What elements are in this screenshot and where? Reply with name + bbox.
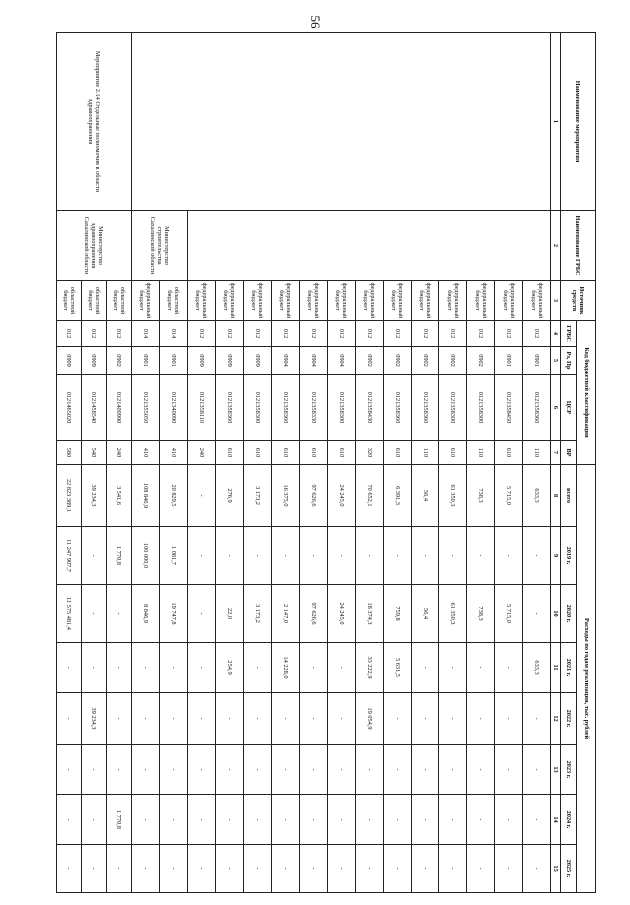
row-2025: - — [523, 845, 551, 893]
col-number: 9 — [551, 527, 560, 585]
row-source: областной бюджет — [57, 281, 82, 321]
row-2022: - — [439, 693, 467, 745]
row-total: 5 715,0 — [495, 465, 523, 527]
row-2024: - — [495, 795, 523, 845]
row-2024: - — [383, 795, 411, 845]
row-2019: - — [81, 527, 106, 585]
row-2025: - — [495, 845, 523, 893]
row-source: федеральный бюджет — [523, 281, 551, 321]
row-2020: 8 846,9 — [131, 585, 159, 643]
ministry-health-cell: Министерство здравоохранения Сахалинской области — [57, 211, 132, 281]
row-2022: - — [187, 693, 215, 745]
row-source: федеральный бюджет — [327, 281, 355, 321]
row-2020: 738,3 — [467, 585, 495, 643]
row-2019: - — [327, 527, 355, 585]
row-2021: 33 222,9 — [355, 643, 383, 693]
row-source: федеральный бюджет — [439, 281, 467, 321]
row-total: 108 846,9 — [131, 465, 159, 527]
row-2019: 1 081,7 — [159, 527, 187, 585]
col-number: 4 — [551, 321, 560, 347]
row-total: 6 391,3 — [383, 465, 411, 527]
row-2025: - — [439, 845, 467, 893]
row-2019: 1 770,8 — [106, 527, 131, 585]
row-2019: 11 247 907,7 — [57, 527, 82, 585]
row-rzpr: 0904 — [327, 347, 355, 375]
row-2024: - — [439, 795, 467, 845]
row-2020: 19 747,8 — [159, 585, 187, 643]
row-source: федеральный бюджет — [467, 281, 495, 321]
row-grbs: 012 — [439, 321, 467, 347]
row-2019: - — [215, 527, 243, 585]
row-csr: 0121358330 — [299, 375, 327, 441]
row-2025: - — [215, 845, 243, 893]
row-2020: 56,4 — [411, 585, 439, 643]
row-rzpr: 0901 — [523, 347, 551, 375]
row-2021: - — [299, 643, 327, 693]
row-total: 738,3 — [467, 465, 495, 527]
header-kbk: Код бюджетной классификации — [577, 321, 596, 465]
row-2025: - — [383, 845, 411, 893]
row-2020: 3 173,2 — [243, 585, 271, 643]
row-2025: - — [299, 845, 327, 893]
grbs-cell-continued — [187, 211, 551, 281]
row-2019: - — [187, 527, 215, 585]
row-2020: 24 245,0 — [327, 585, 355, 643]
row-2020: - — [523, 585, 551, 643]
row-total: 633,3 — [523, 465, 551, 527]
row-vr: 610 — [495, 441, 523, 465]
row-rzpr: 0904 — [299, 347, 327, 375]
row-grbs: 012 — [495, 321, 523, 347]
row-grbs: 012 — [383, 321, 411, 347]
row-2020: - — [106, 585, 131, 643]
row-2020: 11 575 481,4 — [57, 585, 82, 643]
row-csr: 0121358360 — [523, 375, 551, 441]
row-2025: - — [57, 845, 82, 893]
col-number: 5 — [551, 347, 560, 375]
row-total: 22 823 389,1 — [57, 465, 82, 527]
row-grbs: 012 — [215, 321, 243, 347]
row-2024: - — [215, 795, 243, 845]
row-csr: 0121358300 — [243, 375, 271, 441]
row-2024: - — [57, 795, 82, 845]
row-2023: - — [131, 745, 159, 795]
row-total: 3 541,6 — [106, 465, 131, 527]
row-2022: - — [57, 693, 82, 745]
col-number: 11 — [551, 643, 560, 693]
row-2024: - — [243, 795, 271, 845]
row-grbs: 012 — [467, 321, 495, 347]
row-csr: 0121358300 — [467, 375, 495, 441]
row-2021: - — [327, 643, 355, 693]
row-total: 3 173,2 — [243, 465, 271, 527]
row-2023: - — [187, 745, 215, 795]
row-grbs: 012 — [81, 321, 106, 347]
row-2023: - — [439, 745, 467, 795]
col-number: 15 — [551, 845, 560, 893]
row-source: федеральный бюджет — [215, 281, 243, 321]
col-number: 13 — [551, 745, 560, 795]
row-2025: - — [243, 845, 271, 893]
event-cell-continued — [131, 33, 551, 211]
row-vr: 110 — [411, 441, 439, 465]
row-2025: - — [327, 845, 355, 893]
header-expenses: Расходы по годам реализации, тыс. рублей — [577, 465, 596, 893]
row-vr: 320 — [355, 441, 383, 465]
row-source: федеральный бюджет — [299, 281, 327, 321]
row-2023: - — [81, 745, 106, 795]
row-2019: - — [355, 527, 383, 585]
col-number: 14 — [551, 795, 560, 845]
row-csr: 0121465020 — [57, 375, 82, 441]
row-rzpr: 0909 — [57, 347, 82, 375]
row-2021: - — [159, 643, 187, 693]
row-2022: - — [243, 693, 271, 745]
row-grbs: 012 — [355, 321, 383, 347]
row-grbs: 012 — [523, 321, 551, 347]
row-2019: - — [243, 527, 271, 585]
col-number: 3 — [551, 281, 560, 321]
row-source: федеральный бюджет — [271, 281, 299, 321]
row-2021: 633,3 — [523, 643, 551, 693]
row-2021: 5 631,5 — [383, 643, 411, 693]
row-vr: 610 — [299, 441, 327, 465]
row-vr: 410 — [159, 441, 187, 465]
col-number: 2 — [551, 211, 560, 281]
row-grbs: 014 — [131, 321, 159, 347]
row-grbs: 014 — [159, 321, 187, 347]
row-2022: - — [299, 693, 327, 745]
row-2023: - — [523, 745, 551, 795]
header-vr: ВР — [560, 441, 577, 465]
row-grbs: 012 — [187, 321, 215, 347]
row-vr: 580 — [57, 441, 82, 465]
row-total: 56,4 — [411, 465, 439, 527]
row-2025: - — [271, 845, 299, 893]
header-event: Наименование мероприятия — [560, 33, 595, 211]
header-year: 2021 г. — [560, 643, 577, 693]
row-2024: - — [467, 795, 495, 845]
row-2022: - — [327, 693, 355, 745]
col-number: 10 — [551, 585, 560, 643]
header-source: Источник средств — [560, 281, 595, 321]
row-total: 20 829,5 — [159, 465, 187, 527]
row-source: федеральный бюджет — [243, 281, 271, 321]
row-total: 61 350,3 — [439, 465, 467, 527]
row-2024: - — [159, 795, 187, 845]
row-2023: - — [159, 745, 187, 795]
row-2019: - — [495, 527, 523, 585]
col-number: 6 — [551, 375, 560, 441]
col-number: 7 — [551, 441, 560, 465]
row-2024: - — [81, 795, 106, 845]
row-rzpr: 0901 — [131, 347, 159, 375]
row-2023: - — [383, 745, 411, 795]
row-csr: 0121358430 — [355, 375, 383, 441]
row-2022: - — [215, 693, 243, 745]
row-2022: - — [411, 693, 439, 745]
row-source: федеральный бюджет — [355, 281, 383, 321]
row-vr: 610 — [327, 441, 355, 465]
row-2022: - — [523, 693, 551, 745]
header-csr: ЦСР — [560, 375, 577, 441]
row-csr: 0121358450 — [495, 375, 523, 441]
row-total: 16 375,0 — [271, 465, 299, 527]
row-source: федеральный бюджет — [495, 281, 523, 321]
header-year: 2020 г. — [560, 585, 577, 643]
col-number: 8 — [551, 465, 560, 527]
row-2023: - — [57, 745, 82, 795]
row-total: 39 234,3 — [81, 465, 106, 527]
row-2023: - — [299, 745, 327, 795]
row-2021: - — [243, 643, 271, 693]
header-year: 2024 г. — [560, 795, 577, 845]
row-csr: 0121355050 — [131, 375, 159, 441]
row-total: 24 245,0 — [327, 465, 355, 527]
row-2024: - — [299, 795, 327, 845]
row-vr: 110 — [523, 441, 551, 465]
row-2024: - — [355, 795, 383, 845]
row-2024: - — [187, 795, 215, 845]
row-2024: 1 770,8 — [106, 795, 131, 845]
row-2021: - — [131, 643, 159, 693]
row-total: 70 652,1 — [355, 465, 383, 527]
row-csr: 0121358300 — [327, 375, 355, 441]
row-2022: - — [495, 693, 523, 745]
col-number: 1 — [551, 33, 560, 211]
row-csr: 0121358360 — [411, 375, 439, 441]
row-vr: 610 — [215, 441, 243, 465]
row-grbs: 012 — [57, 321, 82, 347]
row-grbs: 012 — [327, 321, 355, 347]
header-grbs-code: ГРБС — [560, 321, 577, 347]
row-rzpr: 0902 — [411, 347, 439, 375]
row-vr: 610 — [243, 441, 271, 465]
row-2019: - — [271, 527, 299, 585]
row-rzpr: 0902 — [106, 347, 131, 375]
row-2022: 19 054,9 — [355, 693, 383, 745]
row-2025: - — [106, 845, 131, 893]
row-2019: - — [383, 527, 411, 585]
row-2022: - — [106, 693, 131, 745]
header-grbs-name: Наименование ГРБС — [560, 211, 595, 281]
row-2024: - — [327, 795, 355, 845]
budget-table — [56, 32, 596, 893]
row-2023: - — [467, 745, 495, 795]
row-rzpr: 0904 — [271, 347, 299, 375]
row-2023: - — [106, 745, 131, 795]
row-2019: 100 000,0 — [131, 527, 159, 585]
row-vr: 410 — [131, 441, 159, 465]
row-2020: 18 374,3 — [355, 585, 383, 643]
row-2021: - — [411, 643, 439, 693]
row-rzpr: 0902 — [383, 347, 411, 375]
row-2019: - — [299, 527, 327, 585]
row-2024: - — [131, 795, 159, 845]
row-2019: - — [439, 527, 467, 585]
row-2020: 2 147,0 — [271, 585, 299, 643]
row-2024: - — [411, 795, 439, 845]
row-vr: 240 — [187, 441, 215, 465]
page-number: 56 — [308, 15, 323, 29]
header-year: 2023 г. — [560, 745, 577, 795]
row-grbs: 012 — [411, 321, 439, 347]
row-csr: 0121358300 — [439, 375, 467, 441]
row-vr: 610 — [383, 441, 411, 465]
row-total: 276,9 — [215, 465, 243, 527]
row-rzpr: 0902 — [439, 347, 467, 375]
row-csr: 0121358360 — [271, 375, 299, 441]
header-year: 2022 г. — [560, 693, 577, 745]
header-year: 2025 г. — [560, 845, 577, 893]
row-2025: - — [355, 845, 383, 893]
row-total: - — [187, 465, 215, 527]
row-2023: - — [271, 745, 299, 795]
row-2020: 61 350,3 — [439, 585, 467, 643]
row-total: 97 626,6 — [299, 465, 327, 527]
row-2024: - — [271, 795, 299, 845]
row-2025: - — [159, 845, 187, 893]
row-2023: - — [495, 745, 523, 795]
row-2022: - — [383, 693, 411, 745]
row-csr: 0121358110 — [187, 375, 215, 441]
row-source: областной бюджет — [159, 281, 187, 321]
row-source: областной бюджет — [81, 281, 106, 321]
row-2019: - — [523, 527, 551, 585]
row-csr: 0121358360 — [215, 375, 243, 441]
row-source: федеральный бюджет — [411, 281, 439, 321]
row-csr: 0121340090 — [159, 375, 187, 441]
header-year: 2019 г. — [560, 527, 577, 585]
header-total: всего — [560, 465, 577, 527]
row-2021: - — [467, 643, 495, 693]
row-2025: - — [81, 845, 106, 893]
row-2025: - — [187, 845, 215, 893]
row-2023: - — [243, 745, 271, 795]
row-csr: 0121400990 — [106, 375, 131, 441]
row-rzpr: 0909 — [187, 347, 215, 375]
row-source: федеральный бюджет — [131, 281, 159, 321]
row-rzpr: 0902 — [467, 347, 495, 375]
row-2022: - — [131, 693, 159, 745]
row-2022: - — [159, 693, 187, 745]
row-2025: - — [467, 845, 495, 893]
row-2021: 14 228,0 — [271, 643, 299, 693]
row-2021: - — [495, 643, 523, 693]
row-grbs: 012 — [271, 321, 299, 347]
row-source: федеральный бюджет — [187, 281, 215, 321]
row-vr: 110 — [467, 441, 495, 465]
row-2020: 22,0 — [215, 585, 243, 643]
row-vr: 540 — [81, 441, 106, 465]
row-vr: 610 — [271, 441, 299, 465]
header-rzpr: Рз, Пр — [560, 347, 577, 375]
row-csr: 0121358360 — [383, 375, 411, 441]
row-2025: - — [411, 845, 439, 893]
row-grbs: 012 — [299, 321, 327, 347]
row-2023: - — [215, 745, 243, 795]
row-2020: 759,8 — [383, 585, 411, 643]
row-2022: - — [467, 693, 495, 745]
row-2021: - — [439, 643, 467, 693]
row-2023: - — [411, 745, 439, 795]
row-2024: - — [523, 795, 551, 845]
row-vr: 240 — [106, 441, 131, 465]
row-2023: - — [355, 745, 383, 795]
row-2025: - — [131, 845, 159, 893]
row-2022: - — [271, 693, 299, 745]
row-2021: - — [81, 643, 106, 693]
row-2023: - — [327, 745, 355, 795]
row-2021: - — [57, 643, 82, 693]
event-2-14-cell: Мероприятие 2.14 Отдельные полномочия в области здравоохранения — [57, 33, 132, 211]
rotated-table-container — [56, 32, 596, 892]
row-rzpr: 0909 — [81, 347, 106, 375]
ministry-construction-cell: Министерство строительства Сахалинской области — [131, 211, 187, 281]
row-2021: 254,9 — [215, 643, 243, 693]
row-rzpr: 0909 — [215, 347, 243, 375]
row-2019: - — [467, 527, 495, 585]
row-csr: 0121458540 — [81, 375, 106, 441]
row-rzpr: 0909 — [243, 347, 271, 375]
row-grbs: 012 — [243, 321, 271, 347]
col-number: 12 — [551, 693, 560, 745]
row-2021: - — [187, 643, 215, 693]
row-2020: 97 626,6 — [299, 585, 327, 643]
row-2020: 5 715,0 — [495, 585, 523, 643]
row-2019: - — [411, 527, 439, 585]
row-rzpr: 0902 — [355, 347, 383, 375]
row-source: областной бюджет — [106, 281, 131, 321]
row-2020: - — [81, 585, 106, 643]
row-2021: - — [106, 643, 131, 693]
row-source: федеральный бюджет — [383, 281, 411, 321]
row-2022: 39 234,3 — [81, 693, 106, 745]
row-rzpr: 0901 — [495, 347, 523, 375]
row-rzpr: 0901 — [159, 347, 187, 375]
row-grbs: 012 — [106, 321, 131, 347]
row-2020: - — [187, 585, 215, 643]
row-vr: 610 — [439, 441, 467, 465]
